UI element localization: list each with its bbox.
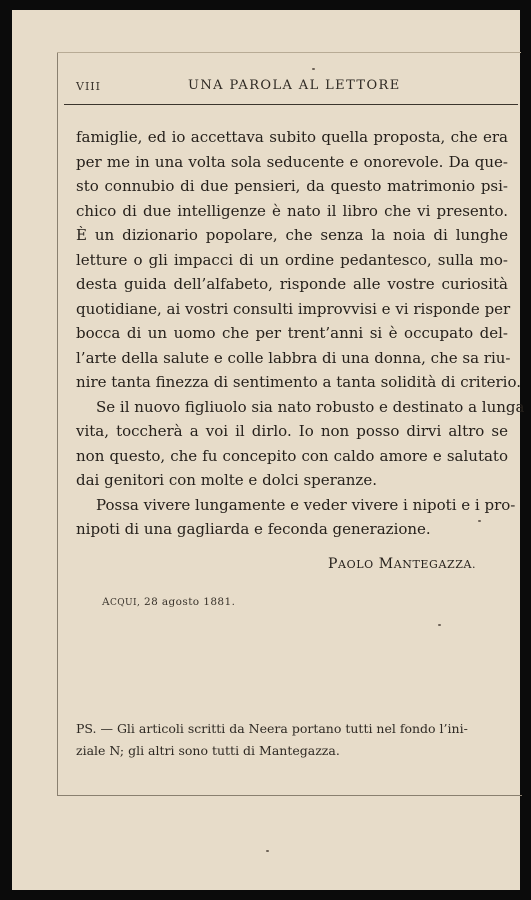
text-line: bocca di un uomo che per trent’anni si è occupato del- [76, 324, 508, 342]
signature-smallcaps: AOLO [338, 558, 374, 571]
text-line: nire tanta finezza di sentimento a tanta solidità di criterio. [76, 373, 522, 391]
paper-speck [478, 520, 481, 522]
note-line: ziale N; gli altri sono tutti di Mantegazza. [76, 743, 340, 758]
page-number: VIII [76, 80, 101, 93]
frame-top-edge [57, 52, 521, 53]
date-text: 28 agosto 1881. [144, 596, 236, 608]
signature-initial: M [378, 556, 394, 572]
text-line: chico di due intelligenze è nato il libro che vi presento. [76, 201, 508, 220]
text-line: desta guida dell’alfabeto, risponde alle vostre curiosità [76, 275, 508, 293]
place-date [102, 596, 235, 608]
text-line: non questo, che fu concepito con caldo amore e salutato [76, 446, 508, 465]
text-line: letture o gli impacci di un ordine pedantesco, sulla mo- [76, 250, 508, 269]
paper-speck [312, 68, 315, 70]
text-line: famiglie, ed io accettava subito quella proposta, che era [76, 128, 508, 146]
text-line: Possa vivere lungamente e veder vivere i nipoti e i pro- [96, 495, 516, 514]
place-smallcaps: CQUI, [109, 598, 141, 608]
place-initial: A [102, 596, 110, 608]
text-line: Se il nuovo figliuolo sia nato robusto e destinato a lunga [96, 397, 525, 416]
text-line: per me in una volta sola seducente e onorevole. Da que- [76, 152, 508, 171]
author-signature [328, 556, 476, 572]
body-text [76, 125, 525, 542]
text-line: nipoti di una gagliarda e feconda generazione. [76, 520, 431, 538]
text-line: dai genitori con molte e dolci speranze. [76, 471, 377, 489]
postscript-note [76, 718, 510, 762]
text-line: sto connubio di due pensieri, da questo matrimonio psi- [76, 177, 508, 195]
header-rule [64, 104, 518, 105]
signature-smallcaps: ANTEGAZZA. [393, 558, 477, 571]
text-line: quotidiane, ai vostri consulti improvvisi e vi risponde per [76, 299, 511, 318]
signature-initial: P [328, 556, 339, 572]
paper-speck [438, 624, 441, 626]
text-line: È un dizionario popolare, che senza la noia di lunghe [76, 226, 508, 244]
note-line: PS. — Gli articoli scritti da Neera portano tutti nel fondo l’ini- [76, 721, 468, 736]
text-line: vita, toccherà a voi il dirlo. Io non posso dirvi altro se [76, 422, 508, 440]
running-title: UNA PAROLA AL LETTORE [188, 78, 401, 93]
text-line: l’arte della salute e colle labbra di una donna, che sa riu- [76, 348, 511, 367]
paper-speck [266, 850, 269, 852]
